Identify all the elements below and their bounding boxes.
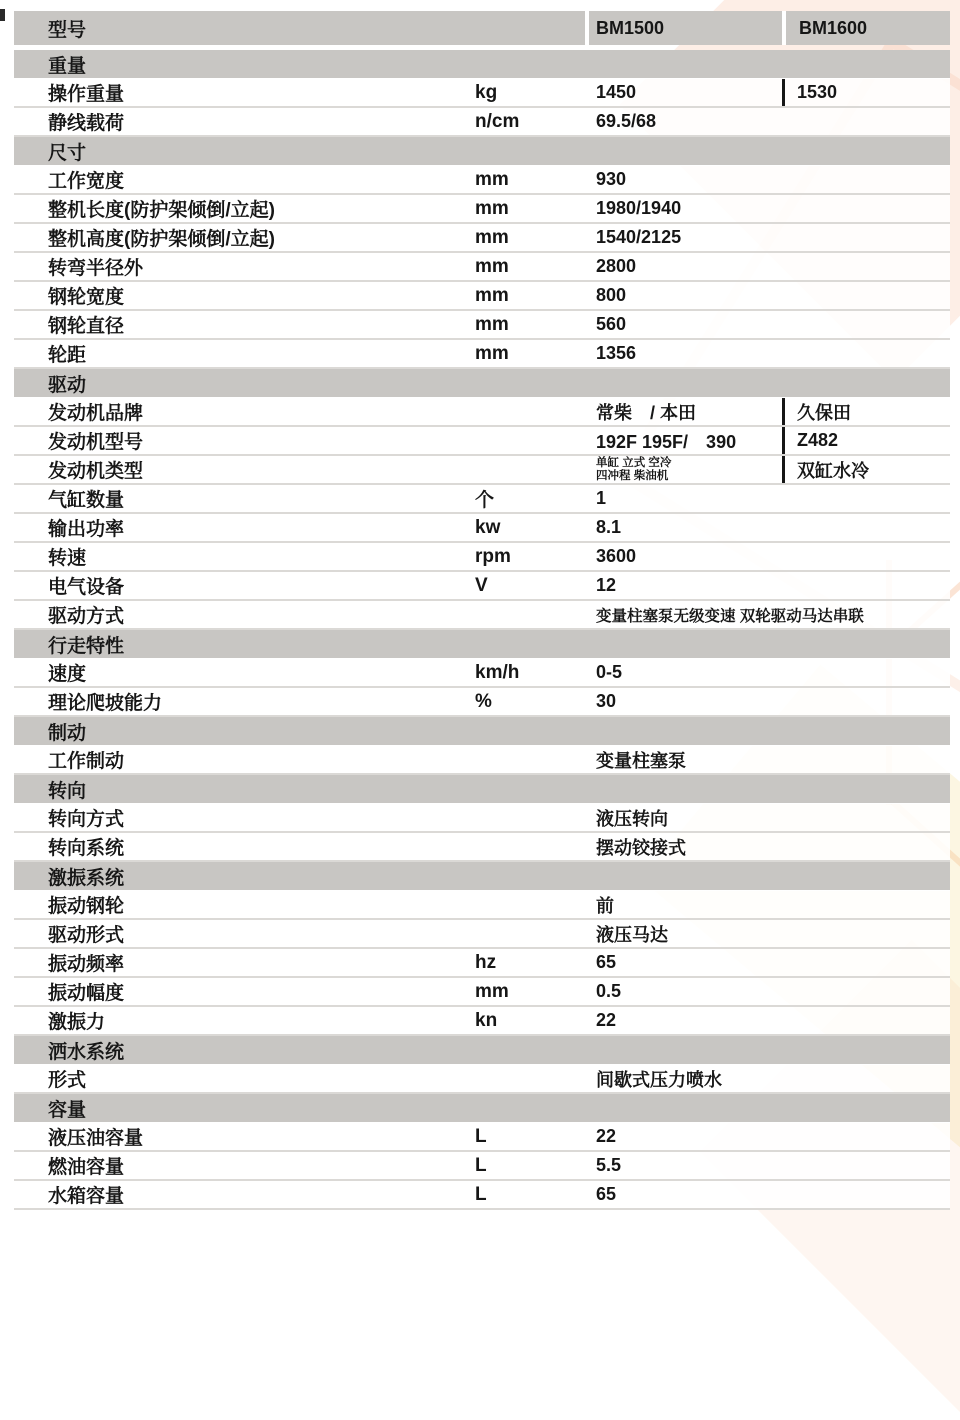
row-unit: mm bbox=[455, 195, 585, 222]
row-unit bbox=[455, 398, 585, 425]
row-value-bm1500 bbox=[585, 456, 782, 483]
section-header-5: 转向 bbox=[14, 775, 950, 804]
row-label: 液压油容量 bbox=[48, 1128, 144, 1149]
scan-edge-mark bbox=[0, 9, 5, 21]
row-unit: km/h bbox=[455, 659, 585, 686]
spec-row bbox=[14, 253, 950, 282]
spec-row bbox=[14, 1123, 950, 1152]
row-value: 560 bbox=[585, 311, 950, 338]
row-label: 钢轮宽度 bbox=[48, 287, 125, 308]
row-unit: mm bbox=[455, 978, 585, 1005]
row-label: 理论爬坡能力 bbox=[48, 693, 163, 714]
spec-row bbox=[14, 514, 950, 543]
row-value: 液压转向 bbox=[585, 804, 950, 831]
spec-row bbox=[14, 282, 950, 311]
row-value-bm1500: 常柴 / 本田 bbox=[585, 398, 782, 425]
row-value: 变量柱塞泵 bbox=[585, 746, 950, 773]
row-unit bbox=[455, 746, 585, 773]
spec-row bbox=[14, 978, 950, 1007]
spec-row bbox=[14, 456, 950, 485]
row-label: 操作重量 bbox=[48, 84, 125, 105]
section-header-7: 洒水系统 bbox=[14, 1036, 950, 1065]
spec-row bbox=[14, 659, 950, 688]
row-value: 间歇式压力喷水 bbox=[585, 1065, 950, 1092]
row-label: 转向方式 bbox=[48, 809, 125, 830]
row-label: 驱动形式 bbox=[48, 925, 125, 946]
row-unit: mm bbox=[455, 311, 585, 338]
row-value-bm1500: 1450 bbox=[585, 79, 782, 106]
row-unit bbox=[455, 1065, 585, 1092]
spec-row bbox=[14, 949, 950, 978]
row-unit: V bbox=[455, 572, 585, 599]
row-label: 振动幅度 bbox=[48, 983, 125, 1004]
spec-row bbox=[14, 833, 950, 862]
row-value: 1 bbox=[585, 485, 950, 512]
row-value: 变量柱塞泵无级变速 双轮驱动马达串联 bbox=[585, 601, 950, 628]
row-label: 气缸数量 bbox=[48, 490, 125, 511]
row-label: 工作制动 bbox=[48, 751, 125, 772]
section-header-4: 制动 bbox=[14, 717, 950, 746]
header-model-bm1600: BM1600 bbox=[782, 11, 950, 45]
row-value: 1356 bbox=[585, 340, 950, 367]
row-unit bbox=[455, 601, 585, 628]
section-header-0: 重量 bbox=[14, 50, 950, 79]
row-unit bbox=[455, 833, 585, 860]
row-label: 静线载荷 bbox=[48, 113, 125, 134]
row-label: 水箱容量 bbox=[48, 1186, 125, 1207]
row-unit: mm bbox=[455, 282, 585, 309]
row-label: 转向系统 bbox=[48, 838, 125, 859]
row-label: 驱动方式 bbox=[48, 606, 125, 627]
row-unit: rpm bbox=[455, 543, 585, 570]
spec-row bbox=[14, 398, 950, 427]
row-label: 振动频率 bbox=[48, 954, 125, 975]
row-value: 30 bbox=[585, 688, 950, 715]
table-header-row bbox=[14, 11, 950, 45]
spec-row bbox=[14, 920, 950, 949]
spec-row bbox=[14, 1152, 950, 1181]
row-label: 整机长度(防护架倾倒/立起) bbox=[48, 200, 275, 221]
row-value-bm1600: 久保田 bbox=[782, 398, 950, 425]
row-value-line: 单缸 立式 空冷 bbox=[596, 456, 672, 469]
row-unit: mm bbox=[455, 224, 585, 251]
row-unit bbox=[455, 804, 585, 831]
row-value: 0.5 bbox=[585, 978, 950, 1005]
spec-row bbox=[14, 1181, 950, 1210]
row-value: 12 bbox=[585, 572, 950, 599]
table-body bbox=[14, 50, 950, 1210]
row-value: 65 bbox=[585, 949, 950, 976]
spec-row bbox=[14, 311, 950, 340]
row-unit: mm bbox=[455, 253, 585, 280]
row-unit: kw bbox=[455, 514, 585, 541]
row-unit: mm bbox=[455, 340, 585, 367]
row-value-bm1600: 1530 bbox=[782, 79, 950, 106]
row-label: 速度 bbox=[48, 664, 87, 685]
row-value: 22 bbox=[585, 1007, 950, 1034]
row-value: 0-5 bbox=[585, 659, 950, 686]
row-unit bbox=[455, 891, 585, 918]
section-header-1: 尺寸 bbox=[14, 137, 950, 166]
row-value: 65 bbox=[585, 1181, 950, 1208]
row-unit: L bbox=[455, 1181, 585, 1208]
row-value: 69.5/68 bbox=[585, 108, 950, 135]
row-unit: n/cm bbox=[455, 108, 585, 135]
row-label: 激振力 bbox=[48, 1012, 106, 1033]
section-header-3: 行走特性 bbox=[14, 630, 950, 659]
row-unit: kn bbox=[455, 1007, 585, 1034]
spec-row bbox=[14, 601, 950, 630]
spec-table bbox=[14, 11, 950, 1210]
section-header-6: 激振系统 bbox=[14, 862, 950, 891]
row-value: 3600 bbox=[585, 543, 950, 570]
row-unit: hz bbox=[455, 949, 585, 976]
spec-row bbox=[14, 485, 950, 514]
row-value-bm1600: 双缸水冷 bbox=[782, 456, 950, 483]
spec-row bbox=[14, 688, 950, 717]
spec-row bbox=[14, 543, 950, 572]
header-model-bm1500: BM1500 bbox=[585, 11, 782, 45]
spec-row bbox=[14, 79, 950, 108]
row-label: 振动钢轮 bbox=[48, 896, 125, 917]
spec-row bbox=[14, 224, 950, 253]
row-unit: kg bbox=[455, 79, 585, 106]
row-label: 转速 bbox=[48, 548, 87, 569]
spec-row bbox=[14, 891, 950, 920]
spec-row bbox=[14, 427, 950, 456]
row-unit bbox=[455, 920, 585, 947]
row-label: 燃油容量 bbox=[48, 1157, 125, 1178]
row-value: 液压马达 bbox=[585, 920, 950, 947]
row-value: 前 bbox=[585, 891, 950, 918]
spec-row bbox=[14, 108, 950, 137]
row-value: 1540/2125 bbox=[585, 224, 950, 251]
row-unit: % bbox=[455, 688, 585, 715]
spec-row bbox=[14, 340, 950, 369]
row-label: 形式 bbox=[48, 1070, 87, 1091]
row-value: 800 bbox=[585, 282, 950, 309]
row-label: 发动机型号 bbox=[48, 432, 144, 453]
section-header-2: 驱动 bbox=[14, 369, 950, 398]
row-value: 2800 bbox=[585, 253, 950, 280]
spec-row bbox=[14, 166, 950, 195]
row-unit bbox=[455, 427, 585, 454]
row-value: 22 bbox=[585, 1123, 950, 1150]
row-value-line: 四冲程 柴油机 bbox=[596, 469, 669, 482]
row-unit: L bbox=[455, 1152, 585, 1179]
row-value-bm1600: Z482 bbox=[782, 427, 950, 454]
row-label: 发动机类型 bbox=[48, 461, 144, 482]
spec-row bbox=[14, 1065, 950, 1094]
header-model-label: 型号 bbox=[48, 19, 87, 41]
row-value: 8.1 bbox=[585, 514, 950, 541]
row-label: 发动机品牌 bbox=[48, 403, 144, 424]
row-label: 输出功率 bbox=[48, 519, 125, 540]
row-label: 钢轮直径 bbox=[48, 316, 125, 337]
section-header-8: 容量 bbox=[14, 1094, 950, 1123]
row-unit bbox=[455, 456, 585, 483]
row-value: 930 bbox=[585, 166, 950, 193]
spec-row bbox=[14, 572, 950, 601]
row-label: 工作宽度 bbox=[48, 171, 125, 192]
row-label: 整机高度(防护架倾倒/立起) bbox=[48, 229, 275, 250]
spec-row bbox=[14, 804, 950, 833]
row-value: 5.5 bbox=[585, 1152, 950, 1179]
row-unit: mm bbox=[455, 166, 585, 193]
row-unit: 个 bbox=[455, 485, 585, 512]
row-value: 1980/1940 bbox=[585, 195, 950, 222]
row-label: 电气设备 bbox=[48, 577, 125, 598]
row-label: 转弯半径外 bbox=[48, 258, 144, 279]
row-label: 轮距 bbox=[48, 345, 87, 366]
spec-row bbox=[14, 195, 950, 224]
row-value-bm1500: 192F 195F/ 390 bbox=[585, 427, 782, 454]
spec-row bbox=[14, 1007, 950, 1036]
spec-row bbox=[14, 746, 950, 775]
row-value: 摆动铰接式 bbox=[585, 833, 950, 860]
row-unit: L bbox=[455, 1123, 585, 1150]
